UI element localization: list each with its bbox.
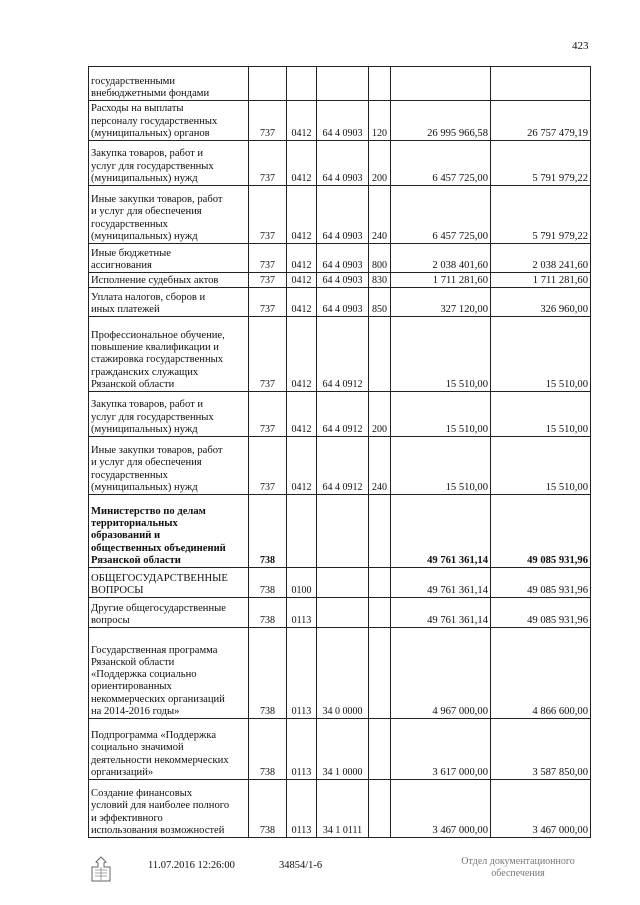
row-target-code: 34 1 0000 xyxy=(317,719,369,780)
row-expense-type: 240 xyxy=(369,186,391,244)
row-amount-executed: 5 791 979,22 xyxy=(491,186,591,244)
row-name: Профессиональное обучение, повышение квалификации и стажировка государственных гражданских служащих Рязанской области xyxy=(89,317,249,392)
row-target-code: 64 4 0912 xyxy=(317,437,369,495)
row-section-code xyxy=(287,495,317,568)
footer-doc-number: 34854/1-6 xyxy=(279,860,323,871)
row-amount-executed: 26 757 479,19 xyxy=(491,101,591,141)
row-name: государственными внебюджетными фондами xyxy=(89,67,249,101)
row-name: Расходы на выплаты персоналу государственных (муниципальных) органов xyxy=(89,101,249,141)
row-name: Закупка товаров, работ и услуг для государственных (муниципальных) нужд xyxy=(89,392,249,437)
row-amount-planned: 49 761 361,14 xyxy=(391,495,491,568)
row-ved-code: 737 xyxy=(249,186,287,244)
row-name: Другие общегосударственные вопросы xyxy=(89,598,249,628)
row-target-code xyxy=(317,598,369,628)
row-ved-code: 738 xyxy=(249,719,287,780)
row-amount-planned: 327 120,00 xyxy=(391,288,491,317)
row-section-code: 0412 xyxy=(287,288,317,317)
row-target-code: 64 4 0903 xyxy=(317,141,369,186)
table-row xyxy=(89,628,591,719)
table-row xyxy=(89,495,591,568)
page-number: 423 xyxy=(572,40,589,52)
table-row xyxy=(89,437,591,495)
row-section-code: 0412 xyxy=(287,141,317,186)
row-section-code: 0412 xyxy=(287,437,317,495)
row-amount-planned: 26 995 966,58 xyxy=(391,101,491,141)
row-amount-executed: 326 960,00 xyxy=(491,288,591,317)
row-section-code: 0412 xyxy=(287,101,317,141)
row-target-code: 64 4 0912 xyxy=(317,392,369,437)
row-amount-planned: 6 457 725,00 xyxy=(391,186,491,244)
row-ved-code: 737 xyxy=(249,437,287,495)
row-expense-type: 120 xyxy=(369,101,391,141)
row-target-code: 34 0 0000 xyxy=(317,628,369,719)
row-amount-executed xyxy=(491,67,591,101)
row-section-code: 0113 xyxy=(287,628,317,719)
row-expense-type: 200 xyxy=(369,141,391,186)
row-section-code: 0412 xyxy=(287,186,317,244)
row-amount-planned: 49 761 361,14 xyxy=(391,598,491,628)
row-amount-executed: 15 510,00 xyxy=(491,392,591,437)
row-amount-planned: 6 457 725,00 xyxy=(391,141,491,186)
row-amount-executed: 4 866 600,00 xyxy=(491,628,591,719)
emblem-icon xyxy=(88,855,114,883)
row-ved-code: 737 xyxy=(249,273,287,288)
table-row xyxy=(89,101,591,141)
row-expense-type xyxy=(369,719,391,780)
row-ved-code: 737 xyxy=(249,288,287,317)
row-name: ОБЩЕГОСУДАРСТВЕННЫЕ ВОПРОСЫ xyxy=(89,568,249,598)
table-row xyxy=(89,392,591,437)
table-row xyxy=(89,317,591,392)
row-name: Иные бюджетные ассигнования xyxy=(89,244,249,273)
row-amount-planned: 1 711 281,60 xyxy=(391,273,491,288)
row-section-code: 0113 xyxy=(287,719,317,780)
row-amount-planned: 3 467 000,00 xyxy=(391,780,491,838)
row-target-code: 64 4 0903 xyxy=(317,101,369,141)
row-section-code: 0412 xyxy=(287,273,317,288)
row-amount-planned: 49 761 361,14 xyxy=(391,568,491,598)
row-section-code: 0412 xyxy=(287,317,317,392)
row-target-code: 34 1 0111 xyxy=(317,780,369,838)
row-amount-executed: 49 085 931,96 xyxy=(491,598,591,628)
row-section-code: 0113 xyxy=(287,780,317,838)
row-target-code: 64 4 0912 xyxy=(317,317,369,392)
row-expense-type xyxy=(369,317,391,392)
row-amount-planned: 2 038 401,60 xyxy=(391,244,491,273)
footer-department-stamp: Отдел документационного обеспечения xyxy=(461,856,575,879)
row-amount-planned: 15 510,00 xyxy=(391,317,491,392)
row-name: Закупка товаров, работ и услуг для государственных (муниципальных) нужд xyxy=(89,141,249,186)
row-expense-type xyxy=(369,568,391,598)
table-row xyxy=(89,273,591,288)
row-amount-executed: 5 791 979,22 xyxy=(491,141,591,186)
table-row xyxy=(89,568,591,598)
table-row xyxy=(89,67,591,101)
table-row xyxy=(89,780,591,838)
budget-table xyxy=(88,66,591,838)
row-name: Подпрограмма «Поддержка социально значимой деятельности некоммерческих организаций» xyxy=(89,719,249,780)
row-name: Исполнение судебных актов xyxy=(89,273,249,288)
row-amount-planned: 3 617 000,00 xyxy=(391,719,491,780)
row-amount-executed: 3 467 000,00 xyxy=(491,780,591,838)
row-expense-type xyxy=(369,598,391,628)
row-ved-code: 737 xyxy=(249,244,287,273)
row-expense-type: 200 xyxy=(369,392,391,437)
table-row xyxy=(89,598,591,628)
row-expense-type: 850 xyxy=(369,288,391,317)
row-section-code: 0100 xyxy=(287,568,317,598)
row-target-code: 64 4 0903 xyxy=(317,273,369,288)
table-row xyxy=(89,719,591,780)
row-amount-executed: 2 038 241,60 xyxy=(491,244,591,273)
row-ved-code: 738 xyxy=(249,780,287,838)
row-section-code: 0113 xyxy=(287,598,317,628)
row-ved-code: 737 xyxy=(249,141,287,186)
row-expense-type xyxy=(369,495,391,568)
row-ved-code: 737 xyxy=(249,392,287,437)
table-row xyxy=(89,244,591,273)
row-target-code xyxy=(317,67,369,101)
row-amount-executed: 15 510,00 xyxy=(491,437,591,495)
row-expense-type xyxy=(369,780,391,838)
row-expense-type xyxy=(369,628,391,719)
row-amount-executed: 3 587 850,00 xyxy=(491,719,591,780)
row-amount-executed: 49 085 931,96 xyxy=(491,568,591,598)
row-name: Создание финансовых условий для наиболее полного и эффективного использования возможностей xyxy=(89,780,249,838)
row-amount-planned: 15 510,00 xyxy=(391,392,491,437)
row-ved-code: 737 xyxy=(249,317,287,392)
row-expense-type: 800 xyxy=(369,244,391,273)
row-ved-code: 738 xyxy=(249,568,287,598)
row-target-code: 64 4 0903 xyxy=(317,244,369,273)
row-target-code: 64 4 0903 xyxy=(317,186,369,244)
table-row xyxy=(89,141,591,186)
row-target-code xyxy=(317,495,369,568)
table-row xyxy=(89,186,591,244)
row-amount-planned xyxy=(391,67,491,101)
row-ved-code xyxy=(249,67,287,101)
row-target-code: 64 4 0903 xyxy=(317,288,369,317)
table-row xyxy=(89,288,591,317)
budget-table-body xyxy=(89,67,591,838)
row-ved-code: 737 xyxy=(249,101,287,141)
row-amount-executed: 15 510,00 xyxy=(491,317,591,392)
row-ved-code: 738 xyxy=(249,598,287,628)
footer-date: 11.07.2016 12:26:00 xyxy=(148,860,235,871)
row-name: Уплата налогов, сборов и иных платежей xyxy=(89,288,249,317)
row-name: Иные закупки товаров, работ и услуг для обеспечения государственных (муниципальных) нужд xyxy=(89,437,249,495)
row-target-code xyxy=(317,568,369,598)
row-amount-planned: 4 967 000,00 xyxy=(391,628,491,719)
row-expense-type xyxy=(369,67,391,101)
row-name: Государственная программа Рязанской области «Поддержка социально ориентированных некоммерческих организаций на 2014-2016 годы» xyxy=(89,628,249,719)
row-ved-code: 738 xyxy=(249,495,287,568)
row-expense-type: 240 xyxy=(369,437,391,495)
row-expense-type: 830 xyxy=(369,273,391,288)
row-name: Иные закупки товаров, работ и услуг для обеспечения государственных (муниципальных) нужд xyxy=(89,186,249,244)
row-amount-executed: 1 711 281,60 xyxy=(491,273,591,288)
row-section-code: 0412 xyxy=(287,244,317,273)
row-amount-executed: 49 085 931,96 xyxy=(491,495,591,568)
row-section-code xyxy=(287,67,317,101)
row-ved-code: 738 xyxy=(249,628,287,719)
row-amount-planned: 15 510,00 xyxy=(391,437,491,495)
row-section-code: 0412 xyxy=(287,392,317,437)
row-name: Министерство по делам территориальных образований и общественных объединений Рязанской области xyxy=(89,495,249,568)
